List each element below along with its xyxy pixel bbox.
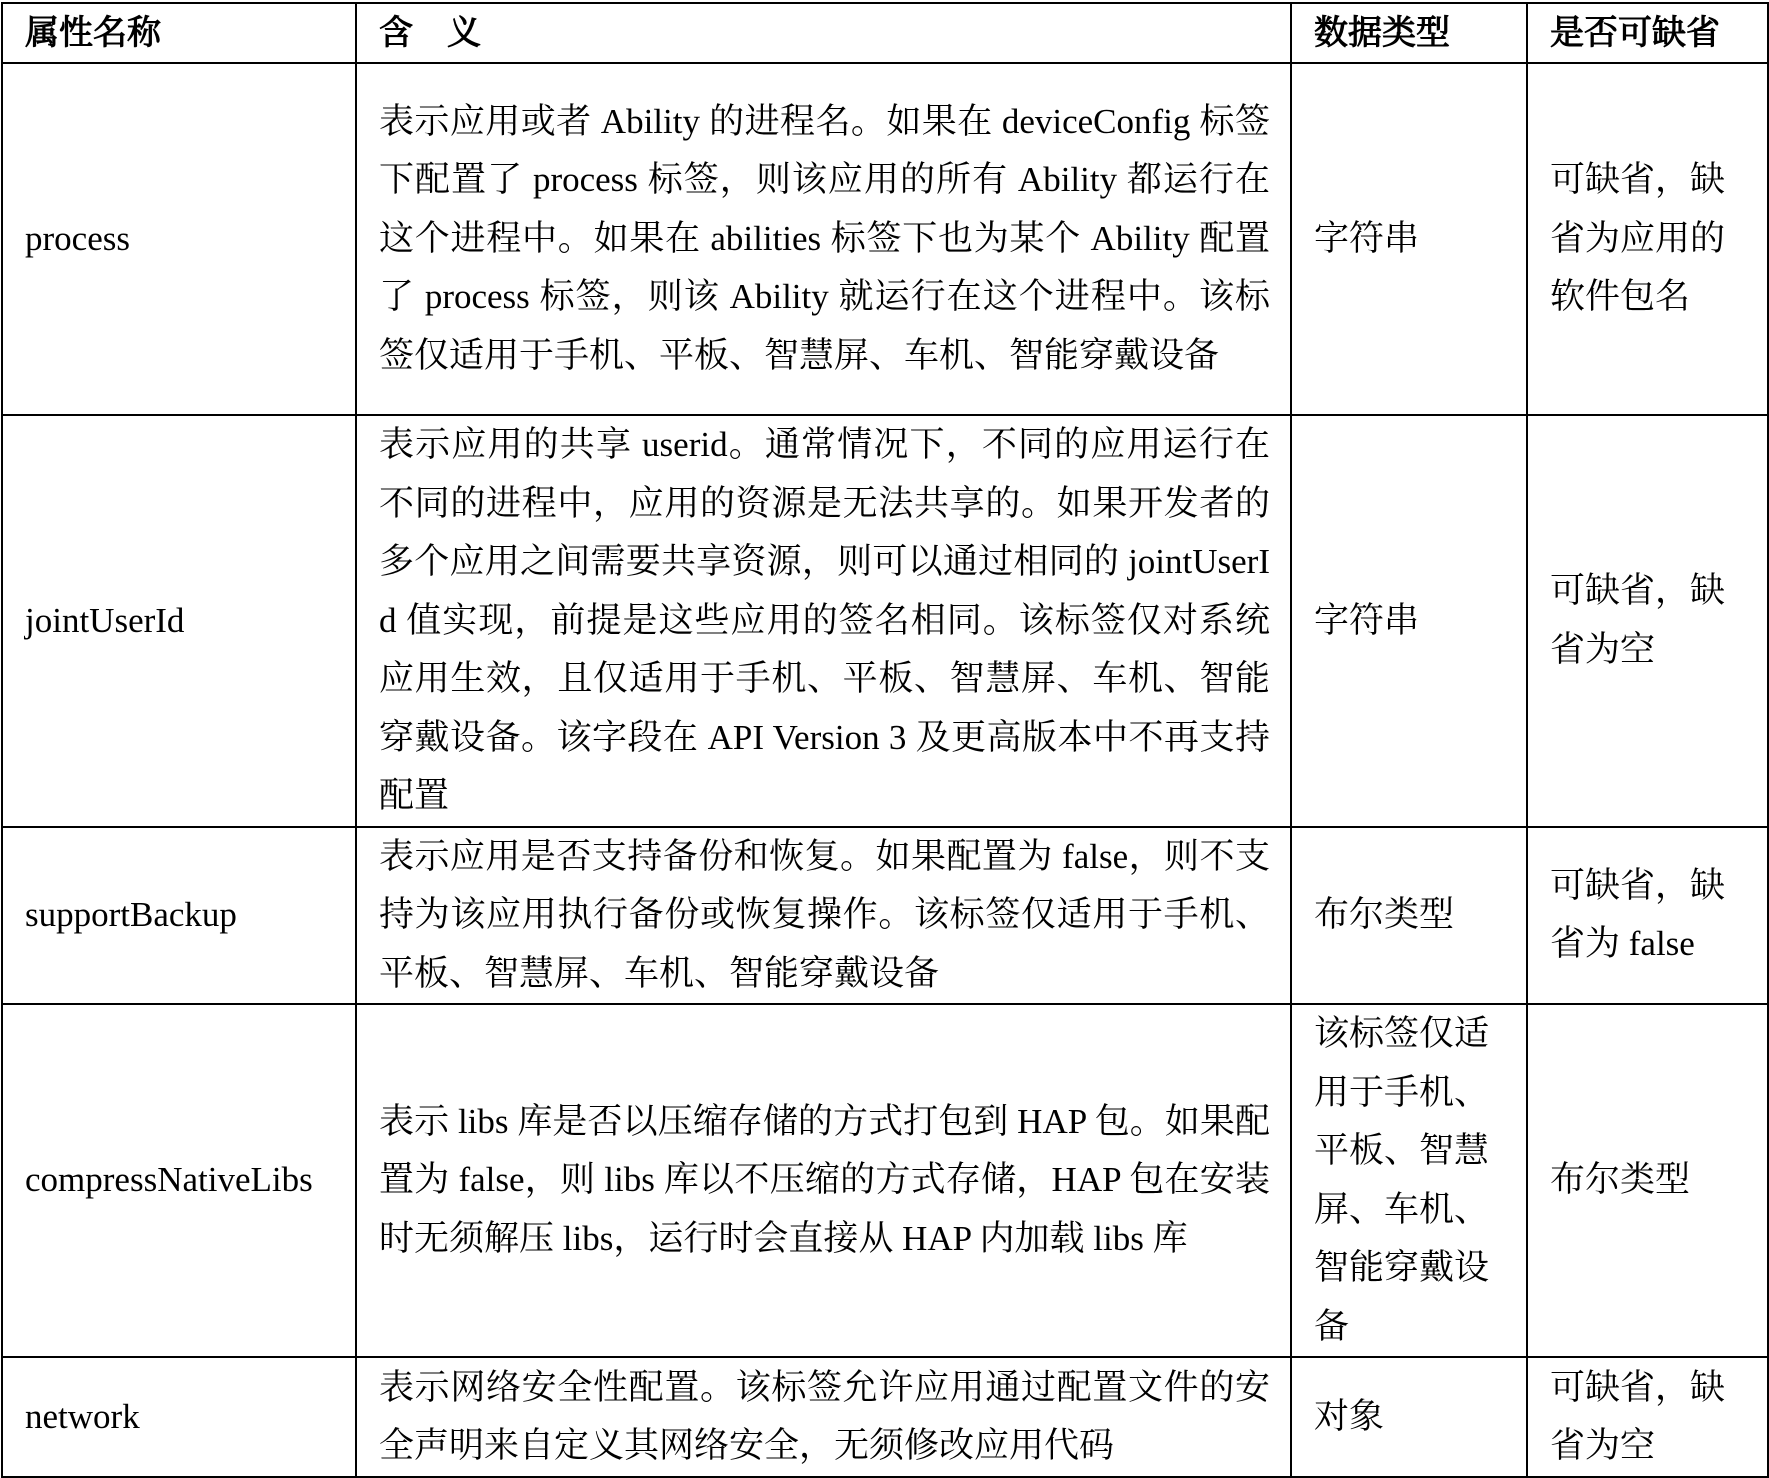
cell-attribute-name: jointUserId bbox=[2, 415, 356, 827]
cell-optional: 可缺省，缺省为空 bbox=[1527, 1357, 1768, 1477]
cell-attribute-name: process bbox=[2, 63, 356, 415]
table-row bbox=[2, 63, 1768, 415]
cell-data-type: 字符串 bbox=[1291, 63, 1527, 415]
cell-attribute-name: supportBackup bbox=[2, 827, 356, 1005]
cell-meaning: 表示应用是否支持备份和恢复。如果配置为 false，则不支持为该应用执行备份或恢复操作。该标签仅适用于手机、平板、智慧屏、车机、智能穿戴设备 bbox=[356, 827, 1291, 1005]
header-data-type: 数据类型 bbox=[1291, 3, 1527, 63]
cell-optional: 布尔类型 bbox=[1527, 1004, 1768, 1357]
table-row bbox=[2, 1004, 1768, 1357]
cell-data-type: 该标签仅适用于手机、平板、智慧屏、车机、智能穿戴设备 bbox=[1291, 1004, 1527, 1357]
table-row bbox=[2, 827, 1768, 1005]
cell-meaning: 表示应用的共享 userid。通常情况下，不同的应用运行在不同的进程中，应用的资源是无法共享的。如果开发者的多个应用之间需要共享资源，则可以通过相同的 jointUserId 值实现，前提是这些应用的签名相同。该标签仅对系统应用生效，且仅适用于手机、平板、智慧屏、车机、智能穿戴设备。该字段在 API Version 3 及更高版本中不再支持配置 bbox=[356, 415, 1291, 827]
cell-optional: 可缺省，缺省为 false bbox=[1527, 827, 1768, 1005]
table-header-row bbox=[2, 3, 1768, 63]
cell-meaning: 表示网络安全性配置。该标签允许应用通过配置文件的安全声明来自定义其网络安全，无须修改应用代码 bbox=[356, 1357, 1291, 1477]
table-row bbox=[2, 415, 1768, 827]
cell-data-type: 对象 bbox=[1291, 1357, 1527, 1477]
cell-meaning: 表示应用或者 Ability 的进程名。如果在 deviceConfig 标签下配置了 process 标签，则该应用的所有 Ability 都运行在这个进程中。如果在 abilities 标签下也为某个 Ability 配置了 process 标签，则该 Ability 就运行在这个进程中。该标签仅适用于手机、平板、智慧屏、车机、智能穿戴设备 bbox=[356, 63, 1291, 415]
table-row bbox=[2, 1357, 1768, 1477]
attribute-table bbox=[1, 2, 1769, 1478]
cell-data-type: 字符串 bbox=[1291, 415, 1527, 827]
header-optional: 是否可缺省 bbox=[1527, 3, 1768, 63]
cell-data-type: 布尔类型 bbox=[1291, 827, 1527, 1005]
header-meaning: 含 义 bbox=[356, 3, 1291, 63]
cell-optional: 可缺省，缺省为空 bbox=[1527, 415, 1768, 827]
cell-attribute-name: network bbox=[2, 1357, 356, 1477]
cell-optional: 可缺省，缺省为应用的软件包名 bbox=[1527, 63, 1768, 415]
cell-meaning: 表示 libs 库是否以压缩存储的方式打包到 HAP 包。如果配置为 false，则 libs 库以不压缩的方式存储，HAP 包在安装时无须解压 libs，运行时会直接从 HAP 内加载 libs 库 bbox=[356, 1004, 1291, 1357]
header-attribute-name: 属性名称 bbox=[2, 3, 356, 63]
cell-attribute-name: compressNativeLibs bbox=[2, 1004, 356, 1357]
